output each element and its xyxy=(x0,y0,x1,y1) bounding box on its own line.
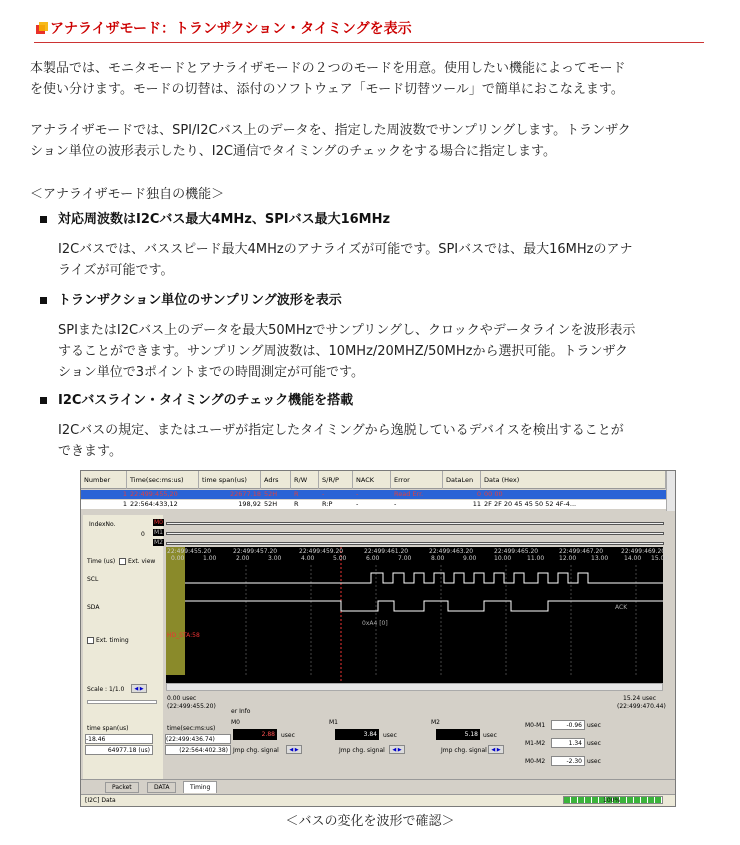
progress-label: 100% xyxy=(603,797,621,804)
start-usec: 0.00 usec xyxy=(167,695,197,702)
span-label: time span(us) xyxy=(87,725,129,732)
col-error[interactable]: Error xyxy=(391,471,443,489)
sda-label: SDA xyxy=(87,604,100,611)
time-sub-4: 8.00 xyxy=(431,555,445,562)
col-rw[interactable]: R/W xyxy=(291,471,319,489)
scale-slider[interactable] xyxy=(87,700,157,704)
cell: R xyxy=(294,500,299,508)
sec-value2: (22:564:402.38) xyxy=(165,745,231,755)
cell: 22677.18 xyxy=(229,490,261,498)
ext-view-checkbox[interactable] xyxy=(119,558,126,565)
col-adrs[interactable]: Adrs xyxy=(261,471,291,489)
col-datalen[interactable]: DataLen xyxy=(443,471,481,489)
diff-label-0: M0-M1 xyxy=(525,722,546,729)
time-sub-5: 10.00 xyxy=(494,555,512,562)
time-sub2-2: 5.00 xyxy=(333,555,347,562)
time-top-5: 22:499:465.20 xyxy=(494,548,539,555)
table-scrollbar[interactable] xyxy=(666,471,676,511)
cell: 22:499:455,20 xyxy=(130,490,178,498)
hold-note: HD_STA:58 xyxy=(167,632,200,639)
feature-text: I2Cバスでは、バススピード最大4MHzのアナライズが可能です。SPIバスでは、最大16MHzのアナ xyxy=(58,242,633,257)
bullet-icon xyxy=(40,297,47,304)
cell: R:P xyxy=(322,500,333,508)
feature-text: ション単位で3ポイントまでの時間測定が可能です。 xyxy=(58,365,364,380)
m2-usec: usec xyxy=(483,732,497,739)
square-bullet-icon xyxy=(36,22,48,34)
m1-jmp: Jmp chg. signal xyxy=(339,747,385,754)
cell: - xyxy=(322,490,325,498)
cell: Read Err. xyxy=(394,490,424,498)
col-time[interactable]: Time(sec:ms:us) xyxy=(127,471,199,489)
time-sub2-7: 15.00 xyxy=(651,555,669,562)
cell: 1 xyxy=(122,490,127,498)
ext-timing-label: Ext. timing xyxy=(96,637,129,644)
ext-view-label: Ext. view xyxy=(128,558,156,565)
time-sub2-6: 13.00 xyxy=(591,555,609,562)
index-value: 0 xyxy=(141,531,145,538)
marker-m2: M2 xyxy=(154,539,163,546)
tab-timing[interactable]: Timing xyxy=(183,781,217,793)
marker-track[interactable] xyxy=(166,532,664,535)
section-header xyxy=(36,18,412,38)
cell: 0 xyxy=(476,490,481,498)
feature-text: SPIまたはI2Cバス上のデータを最大50MHzでサンプリングし、クロックやデータラインを波形表示 xyxy=(58,323,636,338)
waveform-gutter-fill xyxy=(166,547,185,675)
col-number[interactable]: Number xyxy=(81,471,127,489)
time-top-4: 22:499:463.20 xyxy=(429,548,474,555)
intro-line: アナライザモードでは、SPI/I2Cバス上のデータを、指定した周波数でサンプリングします。トランザク xyxy=(30,123,631,138)
scale-stepper[interactable]: ◀ ▶ xyxy=(131,684,147,693)
waveform-display[interactable] xyxy=(166,547,666,683)
adrs-note: 0xA4 [0] xyxy=(362,620,388,627)
m2-value: 5.18 xyxy=(436,729,480,740)
ack-label: ACK xyxy=(615,604,628,611)
scale-label: Scale : 1/1.0 xyxy=(87,686,125,693)
col-time-span[interactable]: time span(us) xyxy=(199,471,261,489)
section-title: アナライザモード：トランザクション・タイミングを表示 xyxy=(50,21,412,37)
cell: 198,92 xyxy=(238,500,261,508)
waveform-hscroll[interactable] xyxy=(166,683,663,691)
cell: - xyxy=(356,500,359,508)
time-sub-3: 6.00 xyxy=(366,555,380,562)
time-sub-2: 4.00 xyxy=(301,555,315,562)
span-value: -18.46 xyxy=(85,734,153,744)
intro-line: を使い分けます。モードの切替は、添付のソフトウェア「モード切替ツール」で簡単におこなえます。 xyxy=(30,82,624,97)
marker-track[interactable] xyxy=(166,522,664,525)
time-sub2-4: 9.00 xyxy=(463,555,477,562)
cell: 2F 2F 20 45 45 50 52 4F-4... xyxy=(484,500,577,508)
status-text: [I2C] Data xyxy=(85,797,116,804)
end-time: (22:499:470.44) xyxy=(617,703,666,710)
diff-usec-2: usec xyxy=(587,758,601,765)
time-sub2-3: 7.00 xyxy=(398,555,412,562)
marker-track[interactable] xyxy=(166,542,664,545)
m0-value: 2.88 xyxy=(233,729,277,740)
time-top-0: 22:499:455.20 xyxy=(167,548,212,555)
m1-label: M1 xyxy=(329,719,338,726)
m0-label: M0 xyxy=(231,719,240,726)
table-row[interactable] xyxy=(81,490,666,499)
intro-line: ション単位の波形表示したり、I2C通信でタイミングのチェックをする場合に指定します。 xyxy=(30,144,556,159)
feature-text: I2Cバスの規定、またはユーザが指定したタイミングから逸脱しているデバイスを検出することが xyxy=(58,423,624,438)
m1-jmp-button[interactable]: ◀ ▶ xyxy=(389,745,405,754)
m2-jmp-button[interactable]: ◀ ▶ xyxy=(488,745,504,754)
packet-table-header xyxy=(81,471,666,489)
time-top-6: 22:499:467.20 xyxy=(559,548,604,555)
cell: - xyxy=(356,490,359,498)
m2-jmp: Jmp chg. signal xyxy=(441,747,487,754)
col-nack[interactable]: NACK xyxy=(353,471,391,489)
time-sub-1: 2.00 xyxy=(236,555,250,562)
time-top-7: 22:499:469.20 xyxy=(621,548,666,555)
cell: 52H xyxy=(264,500,278,508)
m1-usec: usec xyxy=(383,732,397,739)
tab-data[interactable]: DATA xyxy=(147,782,176,793)
cell: 11 xyxy=(472,500,481,508)
ext-timing-checkbox[interactable] xyxy=(87,637,94,644)
diff-label-2: M0-M2 xyxy=(525,758,546,765)
diff-value-0: -0.96 xyxy=(551,720,585,730)
feature-title: 対応周波数はI2Cバス最大4MHz、SPIバス最大16MHz xyxy=(58,212,391,227)
marker-m0: M0 xyxy=(154,519,163,526)
time-sub2-0: 1.00 xyxy=(203,555,217,562)
info-label: er Info xyxy=(231,708,251,715)
figure-caption: ＜バスの変化を波形で確認＞ xyxy=(285,814,455,829)
cell: 22:564:433,12 xyxy=(130,500,178,508)
diff-value-2: -2.30 xyxy=(551,756,585,766)
m1-value: 3.84 xyxy=(335,729,379,740)
feature-text: ライズが可能です。 xyxy=(58,263,174,278)
time-top-3: 22:499:461.20 xyxy=(364,548,409,555)
intro-line: 本製品では、モニタモードとアナライザモードの２つのモードを用意。使用したい機能によってモード xyxy=(30,61,626,76)
start-time: (22:499:455.20) xyxy=(167,703,216,710)
feature-text: することができます。サンプリング周波数は、10MHz/20MHZ/50MHzから選択可能。トランザク xyxy=(58,344,628,359)
diff-label-1: M1-M2 xyxy=(525,740,546,747)
time-sub2-1: 3.00 xyxy=(268,555,282,562)
diff-usec-0: usec xyxy=(587,722,601,729)
time-sub-7: 14.00 xyxy=(624,555,642,562)
tab-packet[interactable]: Packet xyxy=(105,782,139,793)
sec-label: time(sec:ms:us) xyxy=(167,725,216,732)
time-sub-0: 0.00 xyxy=(171,555,185,562)
feature-text: できます。 xyxy=(58,444,122,459)
cell: 00 00 xyxy=(484,490,503,498)
diff-value-1: 1.34 xyxy=(551,738,585,748)
m0-jmp: Jmp chg. signal xyxy=(233,747,279,754)
time-top-1: 22:499:457.20 xyxy=(233,548,278,555)
span-value2: 64977.18 (us) xyxy=(85,745,153,755)
marker-m1: M1 xyxy=(154,529,163,536)
feature-title: I2Cバスライン・タイミングのチェック機能を搭載 xyxy=(58,393,354,408)
end-usec: 15.24 usec xyxy=(623,695,657,702)
bullet-icon xyxy=(40,216,47,223)
cell: R xyxy=(294,490,299,498)
time-sub-6: 12.00 xyxy=(559,555,577,562)
time-top-2: 22:499:459.20 xyxy=(299,548,344,555)
waveform-bg xyxy=(166,547,666,683)
table-row[interactable] xyxy=(81,500,666,509)
features-title: ＜アナライザモード独自の機能＞ xyxy=(30,187,225,202)
index-label: IndexNo. xyxy=(89,521,116,528)
analyzer-window xyxy=(80,470,676,807)
cell: 1 xyxy=(122,500,127,508)
cell: - xyxy=(394,500,397,508)
time-label: Time (us) xyxy=(87,558,116,565)
m0-jmp-button[interactable]: ◀ ▶ xyxy=(286,745,302,754)
col-srp[interactable]: S/R/P xyxy=(319,471,353,489)
scl-label: SCL xyxy=(87,576,99,583)
sec-value: (22:499:436.74) xyxy=(165,734,231,744)
m2-label: M2 xyxy=(431,719,440,726)
cell: 52H xyxy=(264,490,278,498)
m0-usec: usec xyxy=(281,732,295,739)
bullet-icon xyxy=(40,397,47,404)
header-divider xyxy=(34,42,704,43)
col-data[interactable]: Data (Hex) xyxy=(481,471,666,489)
feature-title: トランザクション単位のサンプリング波形を表示 xyxy=(58,293,342,308)
time-sub2-5: 11.00 xyxy=(527,555,545,562)
diff-usec-1: usec xyxy=(587,740,601,747)
